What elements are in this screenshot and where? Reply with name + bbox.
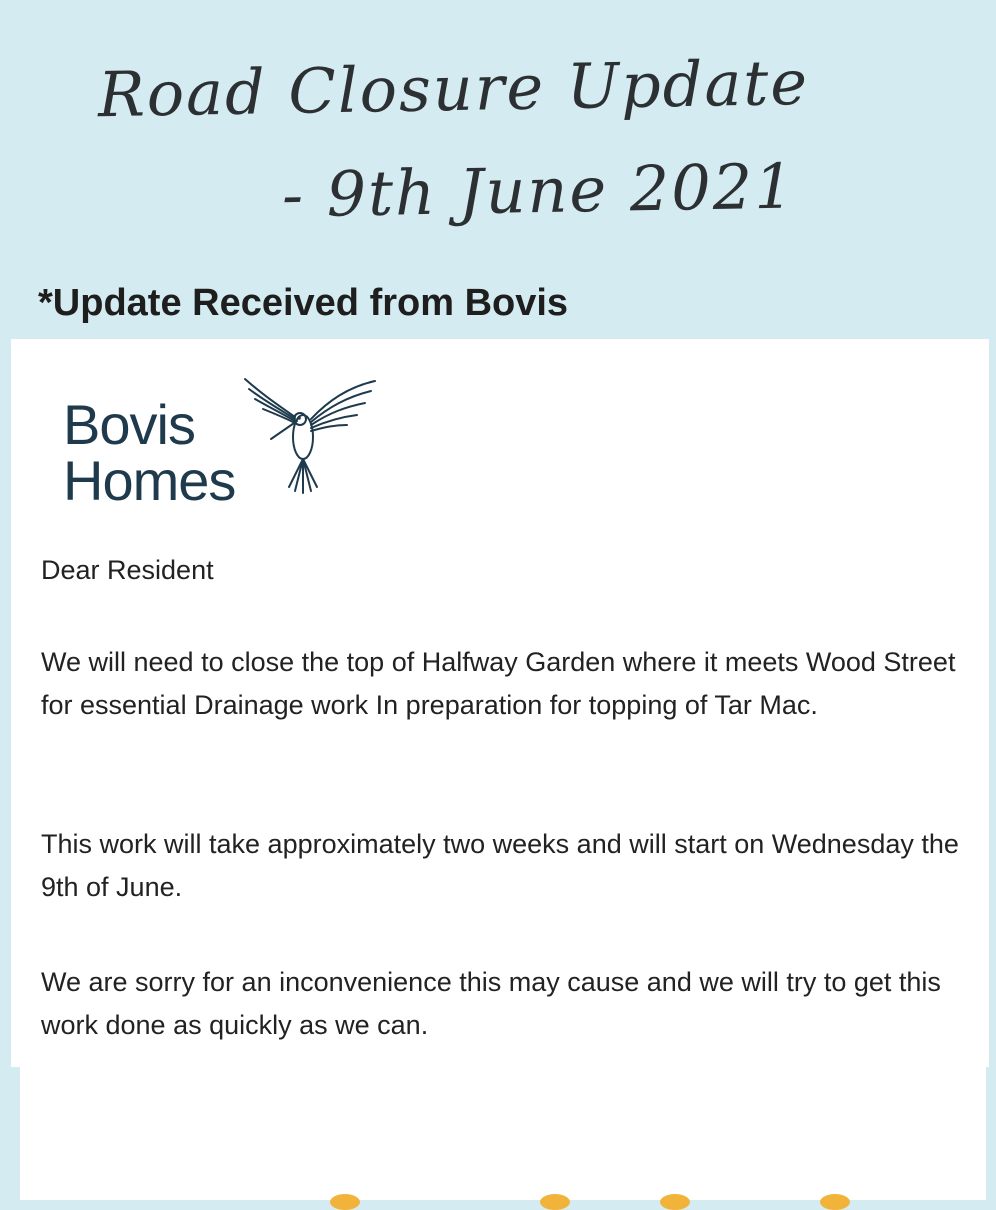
letter-paragraph-duration: This work will take approximately two weeks and will start on Wednesday the 9th of June. bbox=[41, 829, 959, 902]
title-line-2: - 9th June 2021 bbox=[281, 149, 797, 232]
logo-wordmark bbox=[63, 393, 236, 512]
hummingbird-icon bbox=[233, 375, 383, 505]
title-line-1: Road Closure Update bbox=[97, 45, 810, 132]
decoration-blob bbox=[820, 1194, 850, 1210]
decoration-blob bbox=[540, 1194, 570, 1210]
logo-brand-line-2: Homes bbox=[63, 449, 236, 512]
letter-card bbox=[11, 339, 989, 1067]
bovis-homes-logo bbox=[63, 375, 383, 525]
decoration-blob bbox=[660, 1194, 690, 1210]
decoration-blob bbox=[330, 1194, 360, 1210]
subheading: *Update Received from Bovis bbox=[38, 282, 569, 324]
logo-brand-line-1: Bovis bbox=[63, 393, 195, 456]
letter-card-bottom bbox=[20, 1065, 986, 1200]
letter-greeting: Dear Resident bbox=[41, 555, 214, 585]
letter-paragraph-closure: We will need to close the top of Halfway Garden where it meets Wood Street for essential Drainage work In preparation for topping of Tar Mac. bbox=[41, 647, 956, 720]
letter-paragraph-apology: We are sorry for an inconvenience this may cause and we will try to get this work done as quickly as we can. bbox=[41, 967, 941, 1040]
